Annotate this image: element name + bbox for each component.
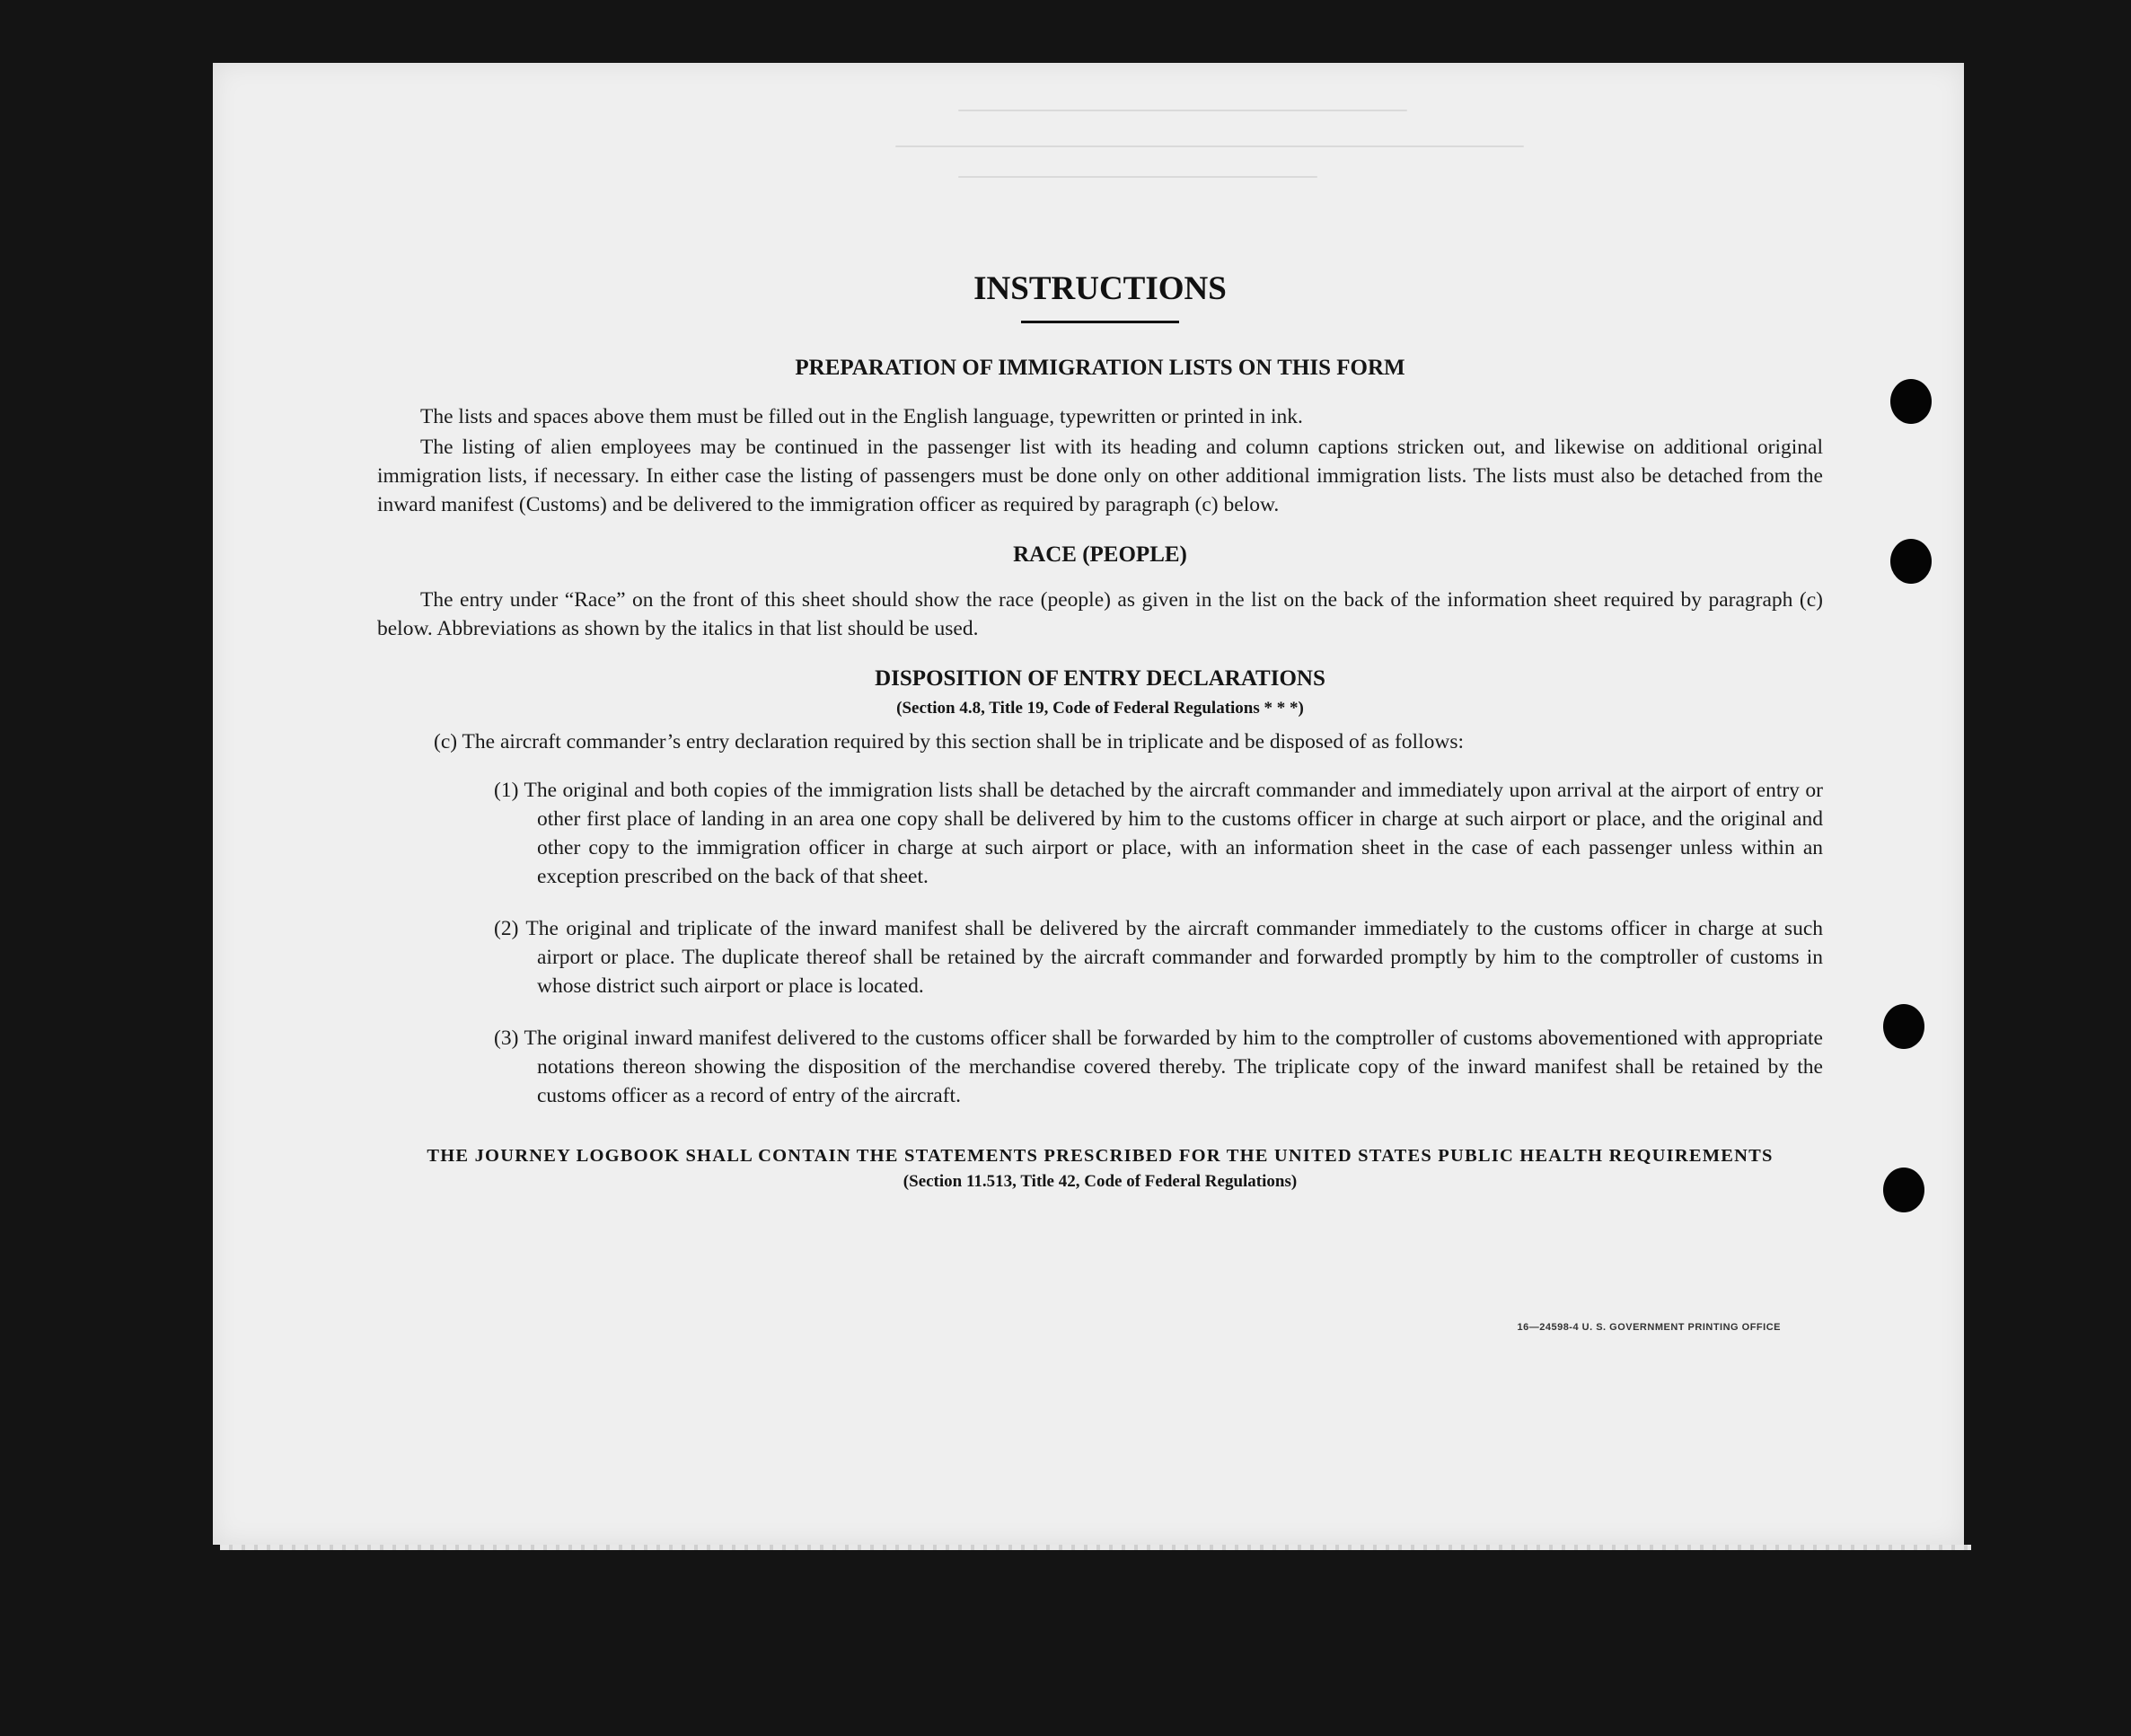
show-through-line — [958, 110, 1407, 111]
logbook-citation: (Section 11.513, Title 42, Code of Federal Regulations) — [903, 1172, 1298, 1191]
show-through-line — [958, 176, 1317, 178]
disposition-citation: (Section 4.8, Title 19, Code of Federal Regulations * * *) — [896, 699, 1304, 718]
disposition-item-3: (3) The original inward manifest delivered to the customs officer shall be forwarded by him to the comptroller of customs abovementioned with appropriate notations thereon showing the disposition of the merchandise covered thereby. The triplicate copy of the inward manifest shall be retained by the customs officer as a record of entry of the aircraft. — [494, 1027, 1823, 1107]
disposition-item-2: (2) The original and triplicate of the inward manifest shall be delivered by the aircraft commander immediately to the customs officer in charge at such airport or place. The duplicate thereof shall be retained by the aircraft commander and forwarded promptly by him to the comptroller of customs in whose district such airport or place is located. — [494, 917, 1823, 998]
perforated-edge — [220, 1545, 1971, 1550]
race-paragraph: The entry under “Race” on the front of this sheet should show the race (people) as given in the list on the back of the information sheet required by paragraph (c) below. Abbreviations as shown by the italics in that list should be used. — [377, 588, 1823, 640]
disposition-item-1: (1) The original and both copies of the immigration lists shall be detached by the aircraft commander and immediately upon arrival at the airport of entry or other first place of landing in an area one copy shall be delivered by him to the customs officer in charge at such airport or place, and the original and other copy to the immigration officer in charge at such airport or place, with an information sheet in the case of each passenger unless within an exception prescribed on the back of that sheet. — [494, 779, 1823, 888]
page-title: INSTRUCTIONS — [973, 270, 1227, 307]
printing-office-code: 16—24598-4 U. S. GOVERNMENT PRINTING OFFICE — [1517, 1322, 1781, 1333]
punch-hole — [1890, 379, 1932, 424]
preparation-paragraph-1: The lists and spaces above them must be filled out in the English language, typewritten or printed in ink. — [420, 405, 1303, 428]
show-through-line — [895, 145, 1524, 147]
punch-hole — [1883, 1168, 1924, 1212]
preparation-heading: PREPARATION OF IMMIGRATION LISTS ON THIS FORM — [795, 356, 1405, 380]
preparation-paragraph-2: The listing of alien employees may be continued in the passenger list with its heading and column captions stricken out, and likewise on additional original immigration lists, if necessary. In either case the listing of passengers must be done only on other additional immigration lists. The lists must also be detached from the inward manifest (Customs) and be delivered to the immigration officer as required by paragraph (c) below. — [377, 436, 1823, 516]
punch-hole — [1890, 539, 1932, 584]
disposition-heading: DISPOSITION OF ENTRY DECLARATIONS — [875, 666, 1325, 691]
logbook-requirement: THE JOURNEY LOGBOOK SHALL CONTAIN THE STATEMENTS PRESCRIBED FOR THE UNITED STATES PUBLIC HEALTH REQUIREMENTS — [427, 1146, 1774, 1166]
disposition-intro: (c) The aircraft commander’s entry declaration required by this section shall be in triplicate and be disposed of as follows: — [434, 730, 1464, 753]
punch-hole — [1883, 1004, 1924, 1049]
instructions-content — [377, 269, 1823, 1192]
title-underline — [1021, 321, 1179, 323]
race-heading: RACE (PEOPLE) — [1013, 542, 1187, 567]
